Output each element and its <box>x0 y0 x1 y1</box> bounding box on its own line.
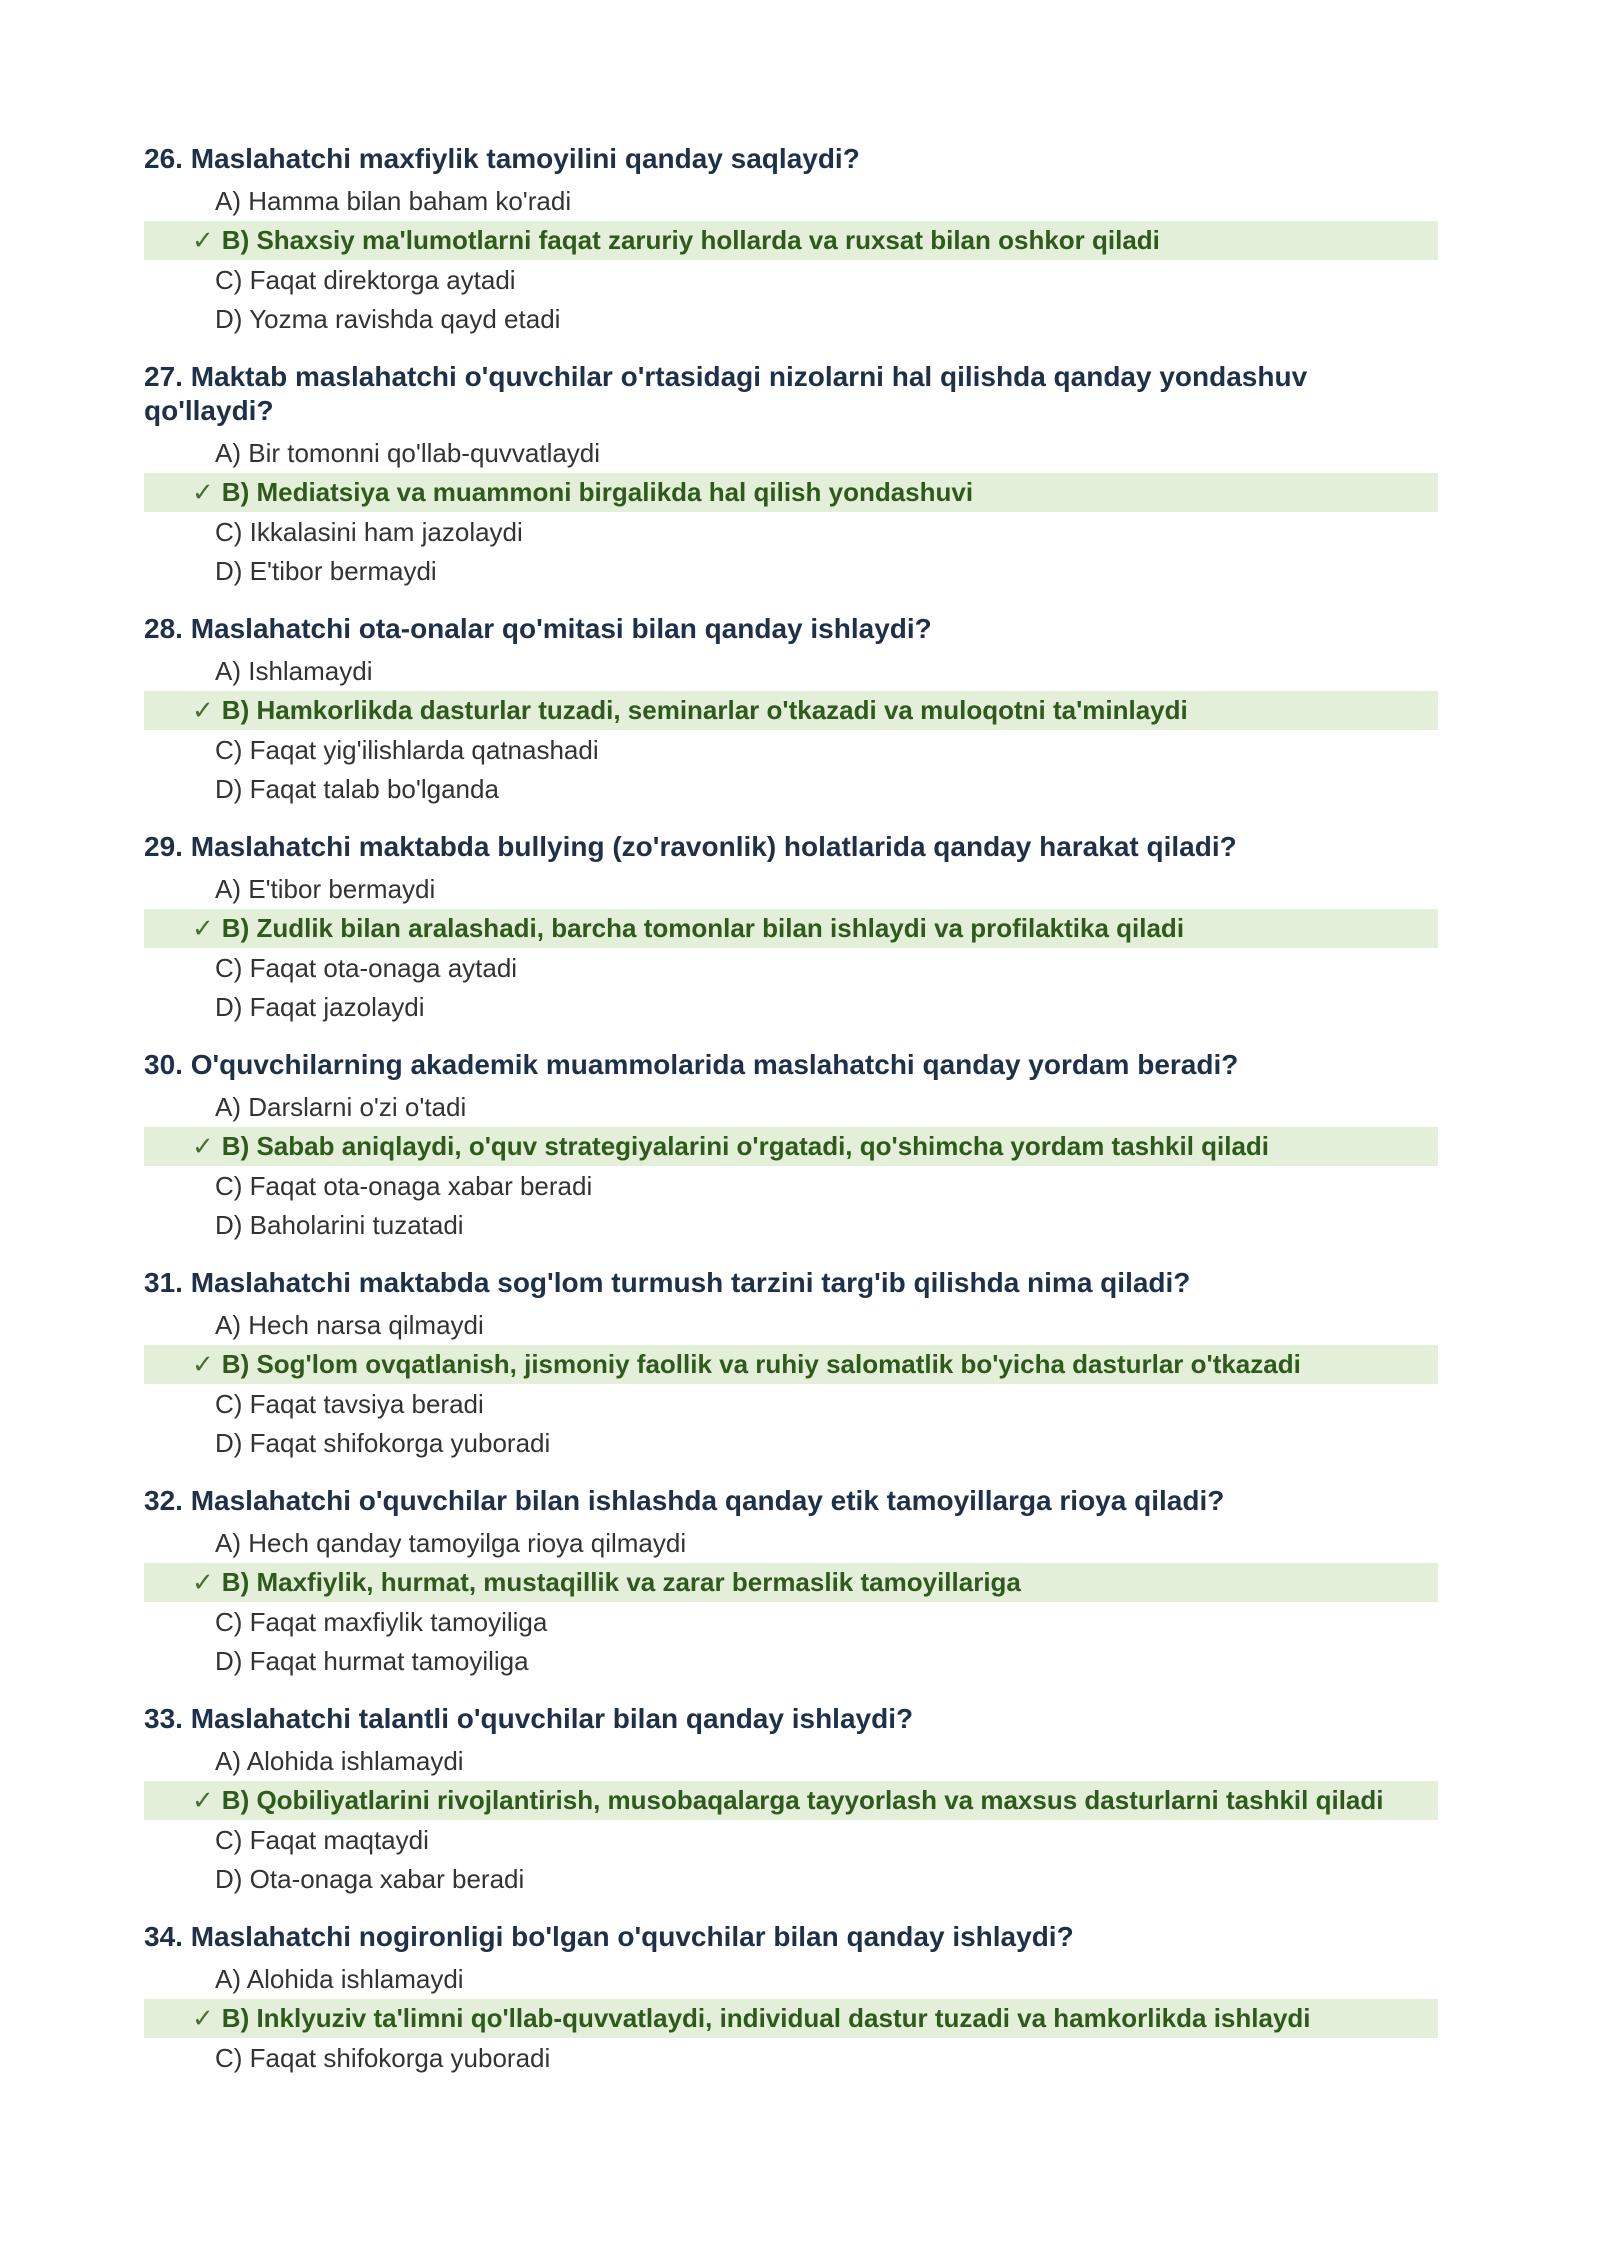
option-text: B) Mediatsiya va muammoni birgalikda hal qilish yondashuvi <box>221 477 974 507</box>
check-icon: ✓ <box>192 696 214 726</box>
answer-option <box>144 1424 1444 1462</box>
option-text: A) Hech narsa qilmaydi <box>215 1310 484 1340</box>
check-icon: ✓ <box>192 1132 214 1162</box>
option-text: C) Faqat maxfiylik tamoyiliga <box>215 1607 548 1637</box>
option-text: B) Qobiliyatlarini rivojlantirish, musobaqalarga tayyorlash va maxsus dasturlarni tashkil qiladi <box>221 1785 1384 1815</box>
check-icon: ✓ <box>192 478 214 508</box>
option-text: B) Inklyuziv ta'limni qo'llab-quvvatlaydi, individual dastur tuzadi va hamkorlikda ishlaydi <box>221 2003 1311 2033</box>
option-text: D) Faqat shifokorga yuboradi <box>215 1428 551 1458</box>
option-text: C) Ikkalasini ham jazolaydi <box>215 517 523 547</box>
option-text: D) Yozma ravishda qayd etadi <box>215 304 561 334</box>
answer-option <box>144 1088 1444 1126</box>
option-text: B) Sog'lom ovqatlanish, jismoniy faollik va ruhiy salomatlik bo'yicha dasturlar o'tkazadi <box>221 1349 1301 1379</box>
answer-option <box>144 1306 1444 1344</box>
option-text: D) Faqat hurmat tamoyiliga <box>215 1646 529 1676</box>
question-block <box>144 612 1444 808</box>
option-text: A) Ishlamaydi <box>215 656 373 686</box>
option-text: C) Faqat maqtaydi <box>215 1825 429 1855</box>
option-text: D) Baholarini tuzatadi <box>215 1210 464 1240</box>
option-text: D) Faqat jazolaydi <box>215 992 425 1022</box>
question-title: 28. Maslahatchi ota-onalar qo'mitasi bilan qanday ishlaydi? <box>144 613 932 644</box>
option-text: D) Ota-onaga xabar beradi <box>215 1864 525 1894</box>
option-text: C) Faqat yig'ilishlarda qatnashadi <box>215 735 599 765</box>
answer-option <box>144 1960 1444 1998</box>
option-text: A) Darslarni o'zi o'tadi <box>215 1092 467 1122</box>
option-text: A) Alohida ishlamaydi <box>215 1964 464 1994</box>
question-block <box>144 1702 1444 1898</box>
question-title: 27. Maktab maslahatchi o'quvchilar o'rtasidagi nizolarni hal qilishda qanday yondashuv qo'llaydi? <box>144 361 1308 426</box>
option-text: A) E'tibor bermaydi <box>215 874 436 904</box>
answer-option <box>144 1742 1444 1780</box>
correct-answer-option <box>144 1563 1438 1602</box>
quiz-page <box>144 142 1444 2099</box>
check-icon: ✓ <box>192 1568 214 1598</box>
option-text: A) Bir tomonni qo'llab-quvvatlaydi <box>215 438 601 468</box>
option-text: C) Faqat shifokorga yuboradi <box>215 2043 551 2073</box>
question-title: 33. Maslahatchi talantli o'quvchilar bilan qanday ishlaydi? <box>144 1703 914 1734</box>
question-block <box>144 360 1444 590</box>
correct-answer-option <box>144 909 1438 948</box>
option-text: B) Sabab aniqlaydi, o'quv strategiyalarini o'rgatadi, qo'shimcha yordam tashkil qiladi <box>221 1131 1270 1161</box>
question-title: 34. Maslahatchi nogironligi bo'lgan o'quvchilar bilan qanday ishlaydi? <box>144 1921 1074 1952</box>
answer-option <box>144 1821 1444 1859</box>
question-title: 26. Maslahatchi maxfiylik tamoyilini qanday saqlaydi? <box>144 143 860 174</box>
option-text: C) Faqat direktorga aytadi <box>215 265 516 295</box>
check-icon: ✓ <box>192 226 214 256</box>
answer-option <box>144 1524 1444 1562</box>
answer-option <box>144 949 1444 987</box>
answer-option <box>144 2039 1444 2077</box>
option-text: A) Hech qanday tamoyilga rioya qilmaydi <box>215 1528 687 1558</box>
option-text: D) E'tibor bermaydi <box>215 556 437 586</box>
answer-option <box>144 988 1444 1026</box>
answer-option <box>144 552 1444 590</box>
answer-option <box>144 652 1444 690</box>
question-title: 31. Maslahatchi maktabda sog'lom turmush tarzini targ'ib qilishda nima qiladi? <box>144 1267 1191 1298</box>
answer-option <box>144 1860 1444 1898</box>
option-text: C) Faqat tavsiya beradi <box>215 1389 484 1419</box>
question-block <box>144 142 1444 338</box>
question-block <box>144 1048 1444 1244</box>
answer-option <box>144 1642 1444 1680</box>
option-text: B) Shaxsiy ma'lumotlarni faqat zaruriy hollarda va ruxsat bilan oshkor qiladi <box>221 225 1160 255</box>
correct-answer-option <box>144 221 1438 260</box>
answer-option <box>144 731 1444 769</box>
correct-answer-option <box>144 691 1438 730</box>
check-icon: ✓ <box>192 1786 214 1816</box>
question-title: 29. Maslahatchi maktabda bullying (zo'ravonlik) holatlarida qanday harakat qiladi? <box>144 831 1237 862</box>
option-text: C) Faqat ota-onaga xabar beradi <box>215 1171 593 1201</box>
option-text: A) Alohida ishlamaydi <box>215 1746 464 1776</box>
answer-option <box>144 261 1444 299</box>
option-text: B) Hamkorlikda dasturlar tuzadi, seminarlar o'tkazadi va muloqotni ta'minlaydi <box>221 695 1188 725</box>
question-block <box>144 1484 1444 1680</box>
answer-option <box>144 1603 1444 1641</box>
answer-option <box>144 513 1444 551</box>
question-block <box>144 1266 1444 1462</box>
answer-option <box>144 300 1444 338</box>
option-text: B) Zudlik bilan aralashadi, barcha tomonlar bilan ishlaydi va profilaktika qiladi <box>221 913 1185 943</box>
answer-option <box>144 770 1444 808</box>
option-text: D) Faqat talab bo'lganda <box>215 774 499 804</box>
correct-answer-option <box>144 1127 1438 1166</box>
question-title: 32. Maslahatchi o'quvchilar bilan ishlashda qanday etik tamoyillarga rioya qiladi? <box>144 1485 1225 1516</box>
check-icon: ✓ <box>192 2004 214 2034</box>
answer-option <box>144 1167 1444 1205</box>
correct-answer-option <box>144 1781 1438 1820</box>
option-text: B) Maxfiylik, hurmat, mustaqillik va zarar bermaslik tamoyillariga <box>221 1567 1021 1597</box>
option-text: A) Hamma bilan baham ko'radi <box>215 186 572 216</box>
answer-option <box>144 434 1444 472</box>
question-block <box>144 1920 1444 2077</box>
option-text: C) Faqat ota-onaga aytadi <box>215 953 518 983</box>
answer-option <box>144 870 1444 908</box>
correct-answer-option <box>144 1999 1438 2038</box>
correct-answer-option <box>144 473 1438 512</box>
check-icon: ✓ <box>192 914 214 944</box>
answer-option <box>144 1385 1444 1423</box>
check-icon: ✓ <box>192 1350 214 1380</box>
question-block <box>144 830 1444 1026</box>
answer-option <box>144 1206 1444 1244</box>
answer-option <box>144 182 1444 220</box>
question-title: 30. O'quvchilarning akademik muammolarida maslahatchi qanday yordam beradi? <box>144 1049 1239 1080</box>
correct-answer-option <box>144 1345 1438 1384</box>
